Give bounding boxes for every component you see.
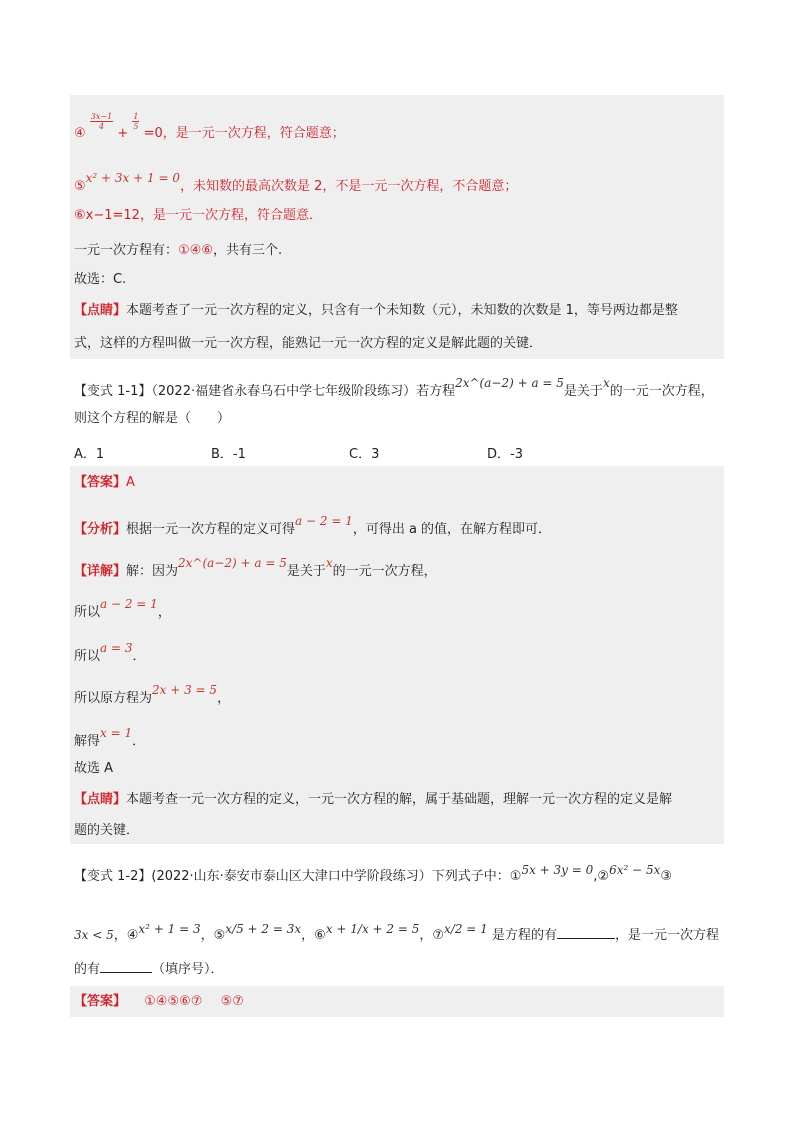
variant-2-tag: 【变式 1-2】 xyxy=(74,869,152,884)
option-b: B．-1 xyxy=(211,447,246,462)
variant-1-equation: 2x^(a−2) + a = 5 xyxy=(455,376,564,390)
variant-1-question: 【变式 1-1】（2022·福建省永春乌石中学七年级阶段练习）若方程2x^(a−2) + a = 5是关于x的一元一次方程， xyxy=(74,376,714,399)
item-5-text: ，未知数的最高次数是 2，不是一元一次方程，不合题意； xyxy=(179,179,518,194)
comment-line-1: 【点睛】本题考查了一元一次方程的定义，只含有一个未知数（元），未知数的次数是 1，等号两边都是整 xyxy=(74,303,678,318)
variant-1-tag: 【变式 1-1】 xyxy=(74,384,152,399)
item-4-fraction-1: $\frac{3x-1}{4}$ xyxy=(90,112,113,131)
option-d: D．-3 xyxy=(487,447,523,462)
answer-line-1: 【答案】A xyxy=(74,475,135,490)
comment-line-2: 式，这样的方程叫做一元一次方程，能熟记一元一次方程的定义是解此题的关键． xyxy=(74,336,543,351)
item-6-line: ⑥x−1=12，是一元一次方程，符合题意． xyxy=(74,208,322,223)
comment-2-line-2: 题的关键． xyxy=(74,823,140,838)
item-5-line: ⑤x² + 3x + 1 = 0，未知数的最高次数是 2，不是一元一次方程，不合题意； xyxy=(74,171,518,194)
step-1-line: 所以a − 2 = 1， xyxy=(74,597,171,620)
item-4-label: ④ xyxy=(74,126,86,141)
answer-2-part-1: ①④⑤⑥⑦ xyxy=(144,994,203,1009)
option-c: C．3 xyxy=(349,447,380,462)
blank-1[interactable] xyxy=(557,926,615,939)
answer-line-2: 【答案】 ①④⑤⑥⑦ ⑤⑦ xyxy=(74,994,244,1009)
variant-1-question-line-2: 则这个方程的解是（ ） xyxy=(74,411,231,426)
comment-2-line-1: 【点睛】本题考查一元一次方程的定义，一元一次方程的解，属于基础题，理解一元一次方程的定义是解 xyxy=(74,792,673,807)
answer-2-part-2: ⑤⑦ xyxy=(220,994,244,1009)
item-4-text: =0，是一元一次方程，符合题意； xyxy=(143,126,345,141)
step-3-line: 所以原方程为2x + 3 = 5， xyxy=(74,683,231,706)
count-items: ①④⑥ xyxy=(178,243,213,258)
step-4-line: 解得x = 1． xyxy=(74,726,146,749)
comment-tag: 【点睛】 xyxy=(74,303,127,318)
detail-line: 【详解】解：因为2x^(a−2) + a = 5是关于x的一元一次方程， xyxy=(74,556,437,579)
analysis-line: 【分析】根据一元一次方程的定义可得a − 2 = 1，可得出 a 的值，在解方程即可． xyxy=(74,514,552,537)
item-4-line: ④ $\frac{3x-1}{4}$ + $\frac{1}{5} =0$，是一元一次方程，符合题意； xyxy=(74,112,345,141)
step-2-line: 所以a = 3． xyxy=(74,641,146,664)
blank-2[interactable] xyxy=(100,960,152,973)
answer-value-1: A xyxy=(126,475,135,490)
item-4-fraction-2: $\frac{1}{5}$ xyxy=(133,112,139,131)
count-line: 一元一次方程有：①④⑥，共有三个. xyxy=(74,243,283,258)
choice-line-1: 故选：C. xyxy=(74,272,127,287)
variant-2-expressions: 3x < 5，④x² + 1 = 3，⑤x/5 + 2 = 3x，⑥x + 1/x + 2 = 5，⑦x/2 = 1 是方程的有 ，是一元一次方程 xyxy=(74,922,719,943)
variant-2-question-line-3: 的有 （填序号）． xyxy=(74,962,224,977)
choice-line-2: 故选 A xyxy=(74,761,114,776)
option-a: A．1 xyxy=(74,447,105,462)
variant-2-question: 【变式 1-2】(2022·山东·泰安市泰山区大津口中学阶段练习）下列式子中：①5x + 3y = 0,②6x² − 5x③ xyxy=(74,863,673,884)
item-6-text: x−1=12，是一元一次方程，符合题意． xyxy=(85,208,322,223)
item-5-equation: x² + 3x + 1 = 0 xyxy=(85,171,180,185)
